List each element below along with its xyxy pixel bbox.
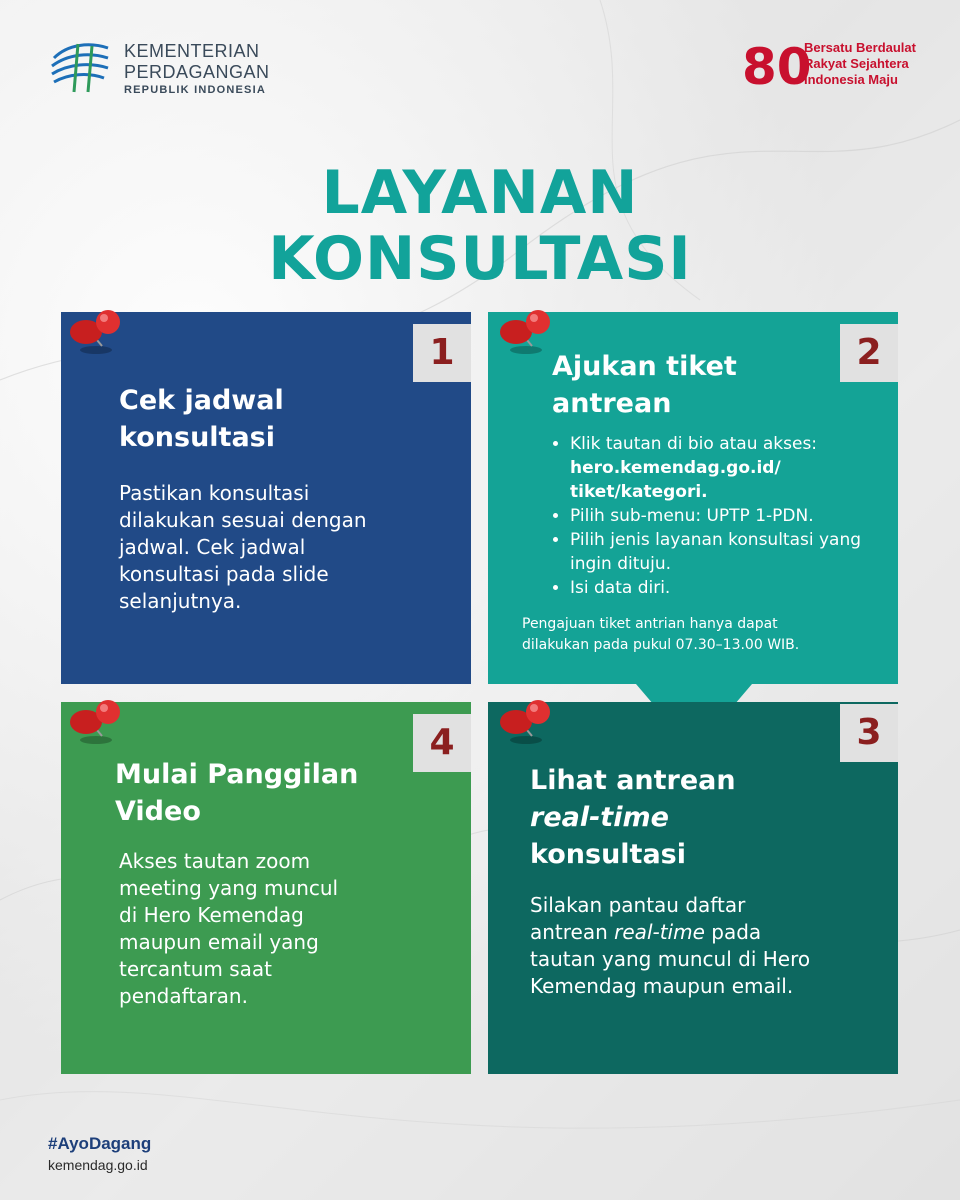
step-2-bullet-4: • Isi data diri. bbox=[570, 576, 900, 600]
step-4-body-line: maupun email yang bbox=[119, 930, 319, 954]
step-4-card bbox=[61, 702, 471, 1074]
anniversary-number: 80 bbox=[742, 38, 812, 96]
anniversary-tagline-2: Rakyat Sejahtera bbox=[804, 56, 909, 71]
footer-hashtag[interactable]: #AyoDagang bbox=[48, 1134, 152, 1153]
step-2-bullet-list bbox=[550, 432, 900, 600]
page-title bbox=[0, 160, 960, 292]
kemendag-logo bbox=[48, 38, 268, 98]
step-4-heading-line1: Mulai Panggilan bbox=[115, 759, 359, 790]
anniversary-tagline-3: Indonesia Maju bbox=[804, 72, 898, 87]
step-2-note bbox=[522, 614, 882, 656]
step-3-heading-line3: konsultasi bbox=[530, 839, 687, 870]
step-1-body-line: Pastikan konsultasi bbox=[119, 481, 310, 505]
push-pin-icon bbox=[62, 306, 132, 356]
step-4-heading-line2: Video bbox=[115, 796, 201, 827]
page-title-line2: KONSULTASI bbox=[268, 224, 692, 294]
step-4-body-line: di Hero Kemendag bbox=[119, 903, 304, 927]
step-3-heading-line2: real-time bbox=[530, 802, 669, 833]
org-name-line3: REPUBLIK INDONESIA bbox=[124, 84, 266, 96]
step-3-number: 3 bbox=[840, 704, 898, 762]
kemendag-logo-icon bbox=[48, 38, 112, 96]
step-2-card bbox=[488, 312, 898, 684]
step-4-body-line: tercantum saat bbox=[119, 957, 272, 981]
push-pin-icon bbox=[62, 696, 132, 746]
step-4-body-line: Akses tautan zoom bbox=[119, 849, 311, 873]
page-title-line1: LAYANAN bbox=[321, 158, 639, 228]
step-4-body-line: pendaftaran. bbox=[119, 984, 248, 1008]
step-2-bullet-1: • Klik tautan di bio atau akses: hero.kemendag.go.id/ tiket/kategori. bbox=[570, 432, 900, 504]
step-1-body-line: konsultasi pada slide bbox=[119, 562, 329, 586]
push-pin-icon bbox=[492, 696, 562, 746]
step-1-body-line: dilakukan sesuai dengan bbox=[119, 508, 367, 532]
anniversary-logo bbox=[740, 36, 930, 96]
hero-link[interactable]: hero.kemendag.go.id/ tiket/kategori. bbox=[570, 458, 781, 502]
step-3-heading-line1: Lihat antrean bbox=[530, 765, 736, 796]
push-pin-icon bbox=[492, 306, 562, 356]
step-4-number: 4 bbox=[413, 714, 471, 772]
step-1-body-line: selanjutnya. bbox=[119, 589, 242, 613]
step-1-card bbox=[61, 312, 471, 684]
org-name-line2: PERDAGANGAN bbox=[124, 62, 270, 82]
step-2-heading-line1: Ajukan tiket bbox=[552, 351, 737, 382]
step-1-body-line: jadwal. Cek jadwal bbox=[119, 535, 306, 559]
anniversary-tagline-1: Bersatu Berdaulat bbox=[804, 40, 916, 55]
step-2-note-line1: Pengajuan tiket antrian hanya dapat bbox=[522, 616, 778, 632]
step-2-bullet-2: • Pilih sub-menu: UPTP 1-PDN. bbox=[570, 504, 900, 528]
step-3-body-line4: Kemendag maupun email. bbox=[530, 974, 794, 998]
step-2-bullet-3: • Pilih jenis layanan konsultasi yang ingin dituju. bbox=[570, 528, 900, 576]
step-2-note-line2: dilakukan pada pukul 07.30–13.00 WIB. bbox=[522, 637, 800, 653]
step-3-body-line3: tautan yang muncul di Hero bbox=[530, 947, 811, 971]
anniversary-80-logo-icon bbox=[740, 36, 812, 96]
step-2-number: 2 bbox=[840, 324, 898, 382]
org-name-line1: KEMENTERIAN bbox=[124, 41, 260, 61]
step-1-number: 1 bbox=[413, 324, 471, 382]
footer-url[interactable]: kemendag.go.id bbox=[48, 1157, 148, 1173]
step-3-card bbox=[488, 702, 898, 1074]
step-3-body-line2: antrean real-time pada bbox=[530, 920, 762, 944]
step-1-heading-line1: Cek jadwal bbox=[119, 385, 284, 416]
step-4-body-line: meeting yang muncul bbox=[119, 876, 339, 900]
step-2-heading-line2: antrean bbox=[552, 388, 672, 419]
step-3-body-line1: Silakan pantau daftar bbox=[530, 893, 746, 917]
step-1-heading-line2: konsultasi bbox=[119, 422, 276, 453]
